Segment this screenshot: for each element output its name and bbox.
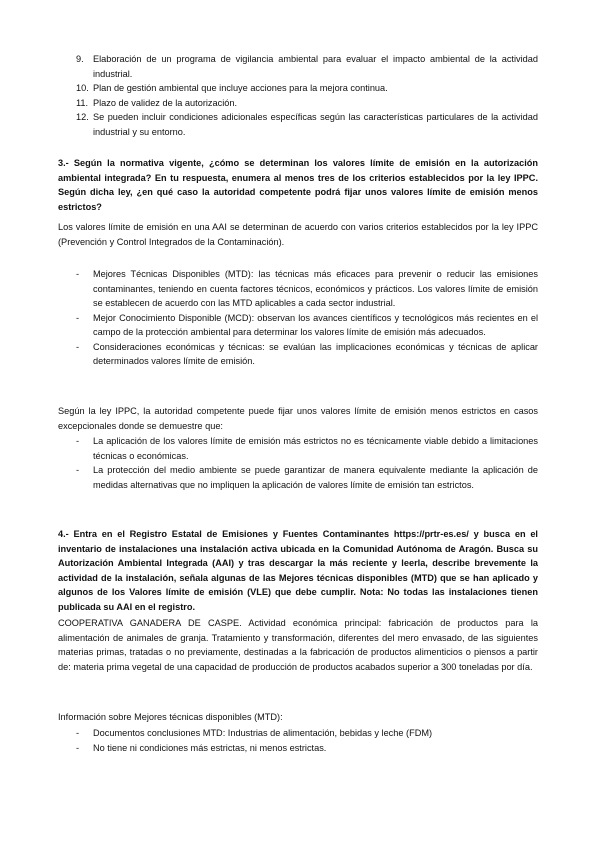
list-text: No tiene ni condiciones más estrictas, ni menos estrictas. — [93, 742, 327, 753]
list-item — [58, 726, 538, 741]
dash-bullet: - — [76, 728, 80, 738]
list-item — [58, 741, 538, 756]
list-number: 10. — [76, 83, 89, 93]
q4-mtd-list — [58, 726, 538, 755]
list-item — [58, 96, 538, 111]
list-item — [58, 434, 538, 463]
list-text: Mejor Conocimiento Disponible (MCD): observan los avances científicos y tecnológicos más recientes en el campo de la protección ambiental para determinar los valores límite de emisión más adecuados. — [93, 312, 538, 337]
list-text: Consideraciones económicas y técnicas: se evalúan las implicaciones económicas y técnicas de aplicar determinados valores límite de emisión. — [93, 341, 538, 366]
q3-intro: Los valores límite de emisión en una AAI se determinan de acuerdo con varios criterios establecidos por la ley IPPC (Prevención y Control Integrados de la Contaminación). — [58, 222, 538, 247]
list-number: 11. — [76, 97, 89, 108]
q4-answer: COOPERATIVA GANADERA DE CASPE. Actividad económica principal: fabricación de productos para la alimentación de animales de granja. Tratamiento y transformación, diferentes del mero envasado, de las siguientes materias primas, tratadas o no previamente, destinadas a la fabricación de productos alimenticios o piensos a partir de: materia prima vegetal de una capacidad de producción de productos acabados superior a 300 toneladas por día. — [58, 618, 538, 672]
list-item — [58, 267, 538, 311]
list-text: La protección del medio ambiente se puede garantizar de manera equivalente mediante la aplicación de medidas alternativas que no impliquen la aplicación de valores límite de emisión tan estrictos. — [93, 465, 538, 490]
dash-bullet: - — [76, 465, 80, 475]
dash-bullet: - — [76, 742, 80, 753]
dash-bullet: - — [76, 269, 80, 279]
dash-bullet: - — [76, 312, 80, 323]
list-item — [58, 463, 538, 492]
dash-bullet: - — [76, 341, 80, 352]
list-text: Plan de gestión ambiental que incluye acciones para la mejora continua. — [93, 83, 388, 93]
list-item — [58, 52, 538, 81]
list-text: Documentos conclusiones MTD: Industrias de alimentación, bebidas y leche (FDM) — [93, 728, 433, 738]
dash-bullet: - — [76, 436, 80, 446]
question-3: 3.- Según la normativa vigente, ¿cómo se determinan los valores límite de emisión en la autorización ambiental integrada? En tu respuesta, enumera al menos tres de los criterios establecidos por la ley IPPC. Según dicha ley, ¿en qué caso la autoridad competente podrá fijar unos valores límite de emisión menos estrictos? — [58, 158, 538, 212]
list-text: Mejores Técnicas Disponibles (MTD): las técnicas más eficaces para prevenir o reducir las emisiones contaminantes, teniendo en cuenta factores técnicos, económicos y prácticos. Los valores límite de emisión se establecen de acuerdo con las MTD aplicables a cada sector industrial. — [93, 269, 538, 308]
numbered-list — [58, 52, 538, 139]
q4-mtd-intro: Información sobre Mejores técnicas disponibles (MTD): — [58, 712, 283, 722]
list-item — [58, 110, 538, 139]
list-text: Plazo de validez de la autorización. — [93, 97, 238, 108]
list-item — [58, 81, 538, 96]
q3-less-strict-intro: Según la ley IPPC, la autoridad competente puede fijar unos valores límite de emisión menos estrictos en casos excepcionales donde se demuestre que: — [58, 406, 538, 431]
list-text: Elaboración de un programa de vigilancia ambiental para evaluar el impacto ambiental de la actividad industrial. — [93, 54, 538, 79]
list-text: La aplicación de los valores límite de emisión más estrictos no es técnicamente viable debido a limitaciones técnicas o económicas. — [93, 436, 538, 461]
q3-less-strict-list — [58, 434, 538, 492]
list-item — [58, 311, 538, 340]
list-item — [58, 340, 538, 369]
list-number: 12. — [76, 112, 89, 122]
q3-criteria-list — [58, 267, 538, 369]
question-4: 4.- Entra en el Registro Estatal de Emisiones y Fuentes Contaminantes https://prtr-es.es/ y busca en el inventario de instalaciones una instalación activa ubicada en la Comunidad Autónoma de Aragón. Busca su Autorización Ambiental Integrada (AAI) y tras descargar la más reciente y leerla, describe brevemente la actividad de la instalación, señala algunas de las Mejores técnicas disponibles (MTD) que se han aplicado y algunos de los Valores límite de emisión (VLE) que debe cumplir. Nota: No todas las instalaciones tienen publicada su AAI en el registro. — [58, 529, 538, 612]
list-text: Se pueden incluir condiciones adicionales específicas según las características particulares de la actividad industrial y su entorno. — [93, 112, 538, 137]
list-number: 9. — [76, 54, 84, 64]
